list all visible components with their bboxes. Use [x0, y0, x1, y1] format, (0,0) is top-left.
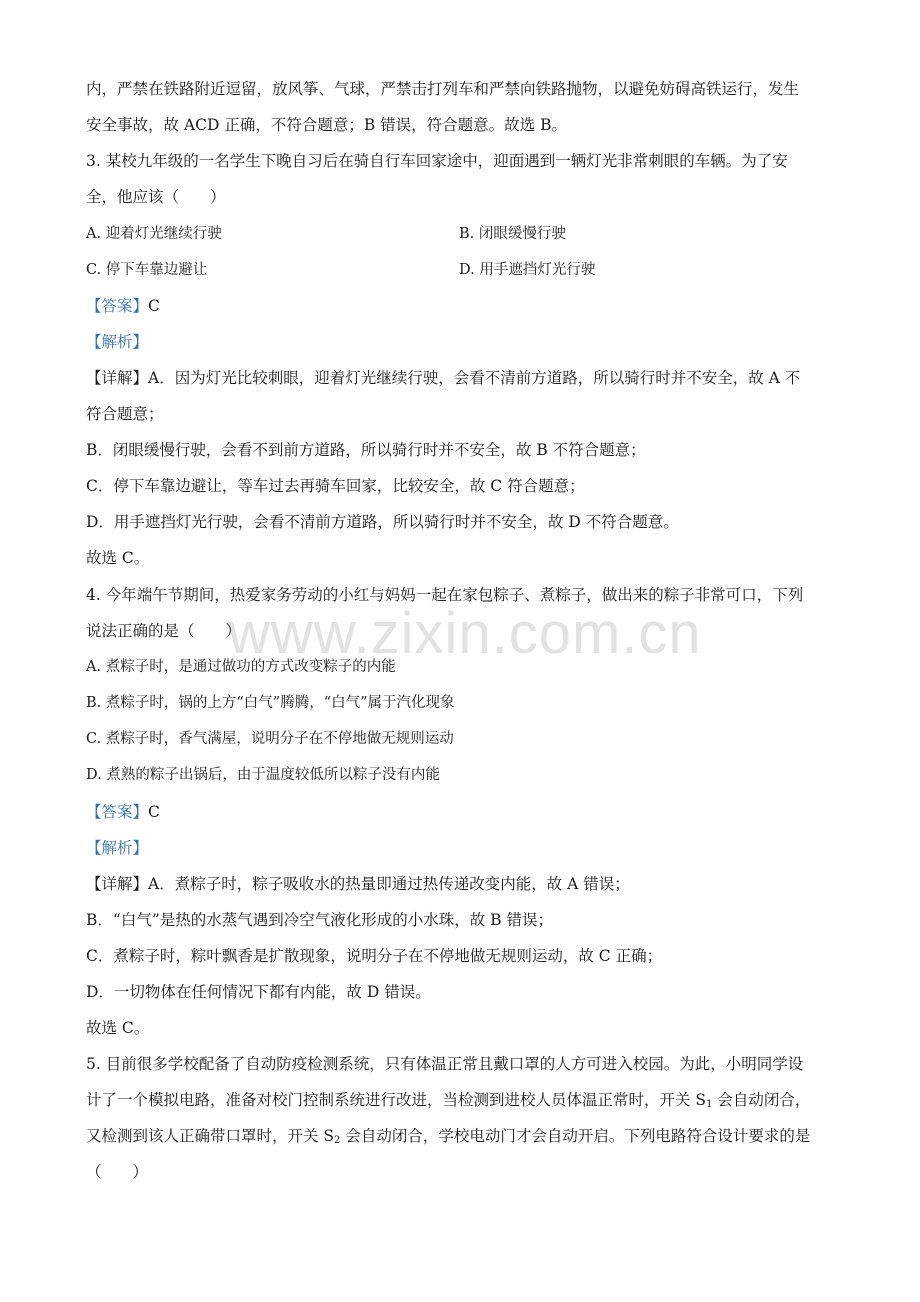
continuation-line-2: 安全事故，故 ACD 正确，不符合题意；B 错误，符合题意。故选 B。	[86, 116, 567, 134]
q4-stem-line-2: 说法正确的是（ ）	[86, 622, 242, 640]
q3-conclusion: 故选 C。	[86, 549, 150, 567]
q3-option-a: A. 迎着灯光继续行驶	[86, 226, 222, 242]
q3-detail-c: C．停下车靠边避让，等车过去再骑车回家，比较安全，故 C 符合题意；	[86, 477, 585, 495]
q4-option-d: D. 煮熟的粽子出锅后，由于温度较低所以粽子没有内能	[86, 767, 440, 783]
q3-stem-line-2: 全，他应该（ ）	[86, 188, 226, 206]
q5-stem-3-post: 会自动闭合，学校电动门才会自动开启。下列电路符合设计要求的是	[340, 1127, 811, 1145]
detail-text: A．因为灯光比较刺眼，迎着灯光继续行驶，会看不清前方道路，所以骑行时并不安全，故 A 不	[148, 369, 801, 387]
answer-tag: 【答案】	[86, 803, 149, 821]
answer-value: C	[148, 803, 160, 821]
q5-stem-3-pre: 又检测到该人正确带口罩时，开关 S	[86, 1127, 335, 1145]
q3-detail-b: B．闭眼缓慢行驶，会看不到前方道路，所以骑行时并不安全，故 B 不符合题意；	[86, 441, 646, 459]
q5-stem-line-2	[86, 1090, 810, 1110]
q4-detail-d: D．一切物体在任何情况下都有内能，故 D 错误。	[86, 983, 431, 1001]
q3-detail-d: D．用手遮挡灯光行驶，会看不清前方道路，所以骑行时并不安全，故 D 不符合题意。	[86, 513, 679, 531]
answer-value: C	[148, 297, 160, 315]
q5-stem-2-post: 会自动闭合，	[712, 1091, 811, 1109]
q5-stem-2-pre: 计了一个模拟电路，准备对校门控制系统进行改进，当检测到进校人员体温正常时，开关 S	[86, 1091, 707, 1109]
analysis-tag: 【解析】	[86, 839, 149, 857]
q3-answer	[86, 296, 160, 316]
q4-analysis-tag	[86, 838, 148, 858]
watermark: www.zixin.com.cn	[228, 601, 702, 666]
q3-detail-a-line-1	[86, 368, 800, 388]
answer-tag: 【答案】	[86, 297, 149, 315]
s1-subscript: 1	[706, 1099, 713, 1110]
q4-detail-a	[86, 874, 630, 894]
q3-stem-line-1: 3. 某校九年级的一名学生下晚自习后在骑自行车回家途中，迎面遇到一辆灯光非常刺眼的车辆。为了安	[86, 152, 788, 170]
q4-option-a: A. 煮粽子时，是通过做功的方式改变粽子的内能	[86, 659, 396, 675]
s2-subscript: 2	[334, 1135, 341, 1146]
analysis-tag: 【解析】	[86, 333, 149, 351]
q5-stem-line-4: （ ）	[86, 1163, 149, 1181]
detail-text: A．煮粽子时，粽子吸收水的热量即通过热传递改变内能，故 A 错误；	[148, 875, 630, 893]
q3-option-b: B. 闭眼缓慢行驶	[459, 226, 566, 242]
continuation-line-1: 内，严禁在铁路附近逗留，放风筝、气球，严禁击打列车和严禁向铁路抛物，以避免妨碍高铁运行，发生	[86, 80, 800, 98]
q4-option-b: B. 煮粽子时，锅的上方“白气”腾腾，“白气”属于汽化现象	[86, 695, 455, 711]
detail-tag: 【详解】	[86, 369, 149, 387]
q4-detail-b: B．“白气”是热的水蒸气遇到冷空气液化形成的小水珠，故 B 错误；	[86, 911, 553, 929]
q4-option-c: C. 煮粽子时，香气满屋，说明分子在不停地做无规则运动	[86, 731, 454, 747]
detail-tag: 【详解】	[86, 875, 149, 893]
q3-detail-a-line-2: 符合题意；	[86, 405, 164, 423]
q3-analysis-tag	[86, 332, 148, 352]
q4-stem-line-1: 4. 今年端午节期间，热爱家务劳动的小红与妈妈一起在家包粽子、煮粽子，做出来的粽子非常可口，下列	[86, 586, 804, 604]
q5-stem-line-1: 5. 目前很多学校配备了自动防疫检测系统，只有体温正常且戴口罩的人方可进入校园。为此，小明同学设	[86, 1055, 804, 1073]
q4-conclusion: 故选 C。	[86, 1019, 150, 1037]
q4-answer	[86, 802, 160, 822]
q4-detail-c: C．煮粽子时，粽叶飘香是扩散现象，说明分子在不停地做无规则运动，故 C 正确；	[86, 947, 663, 965]
q3-option-d: D. 用手遮挡灯光行驶	[459, 262, 596, 278]
q3-option-c: C. 停下车靠边避让	[86, 262, 208, 278]
q5-stem-line-3	[86, 1126, 810, 1146]
